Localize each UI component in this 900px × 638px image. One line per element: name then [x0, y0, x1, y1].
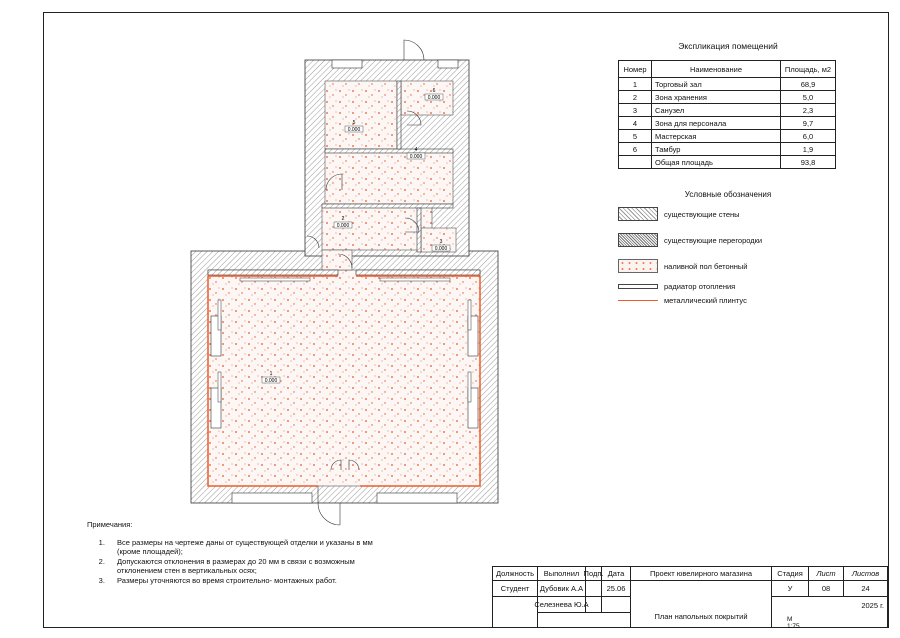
svg-text:0.000: 0.000: [434, 246, 448, 252]
svg-text:3: 3: [439, 239, 443, 245]
col-name: Наименование: [652, 61, 781, 78]
svg-text:0.000: 0.000: [347, 127, 361, 133]
legend-item-skirting: металлический плинтус: [618, 296, 747, 305]
table-row: 6 Тамбур 1,9: [619, 143, 836, 156]
table-total-row: Общая площадь 93,8: [619, 156, 836, 169]
legend-item-floor: наливной пол бетонный: [618, 259, 748, 273]
legend-item-radiator: радиатор отопления: [618, 282, 735, 291]
floor-swatch: [618, 259, 658, 273]
svg-text:0.000: 0.000: [336, 223, 350, 229]
svg-text:5: 5: [352, 120, 356, 126]
notes-title: Примечания:: [87, 520, 133, 529]
legend-item-partitions: существующие перегородки: [618, 233, 762, 247]
col-num: Номер: [619, 61, 652, 78]
svg-text:1: 1: [269, 371, 273, 377]
table-row: 2 Зона хранения 5,0: [619, 91, 836, 104]
wall-swatch: [618, 207, 658, 221]
svg-text:0.000: 0.000: [409, 154, 423, 160]
table-row: 5 Мастерская 6,0: [619, 130, 836, 143]
skirting-swatch: [618, 300, 658, 301]
svg-text:2: 2: [341, 216, 345, 222]
col-area: Площадь, м2: [781, 61, 836, 78]
partition-swatch: [618, 233, 658, 247]
svg-text:6: 6: [432, 88, 436, 94]
svg-text:0.000: 0.000: [264, 378, 278, 384]
radiator-swatch: [618, 284, 658, 289]
explication-title: Экспликация помещений: [678, 41, 778, 51]
table-row: 4 Зона для персонала 9,7: [619, 117, 836, 130]
project-name: Проект ювелирного магазина: [630, 566, 772, 581]
drawing-title: План напольных покрытий: [630, 580, 772, 628]
legend-title: Условные обозначения: [684, 190, 772, 199]
svg-text:0.000: 0.000: [427, 95, 441, 101]
list-item: 3. Размеры уточняются во время строительно- монтажных работ.: [107, 576, 387, 586]
notes: [87, 520, 387, 585]
explication-table: [618, 60, 836, 169]
legend-item-walls: существующие стены: [618, 207, 740, 221]
notes-list: [87, 538, 387, 586]
list-item: 2. Допускаются отклонения в размерах до 20 мм в связи с возможным отклонением стен в вертикальных осях;: [107, 557, 387, 576]
svg-text:4: 4: [414, 147, 418, 153]
table-row: 3 Санузел 2,3: [619, 104, 836, 117]
table-header: [619, 61, 836, 78]
table-row: 1 Торговый зал 68,9: [619, 78, 836, 91]
list-item: 1. Все размеры на чертеже даны от существующей отделки и указаны в мм (кроме площадей);: [107, 538, 387, 557]
